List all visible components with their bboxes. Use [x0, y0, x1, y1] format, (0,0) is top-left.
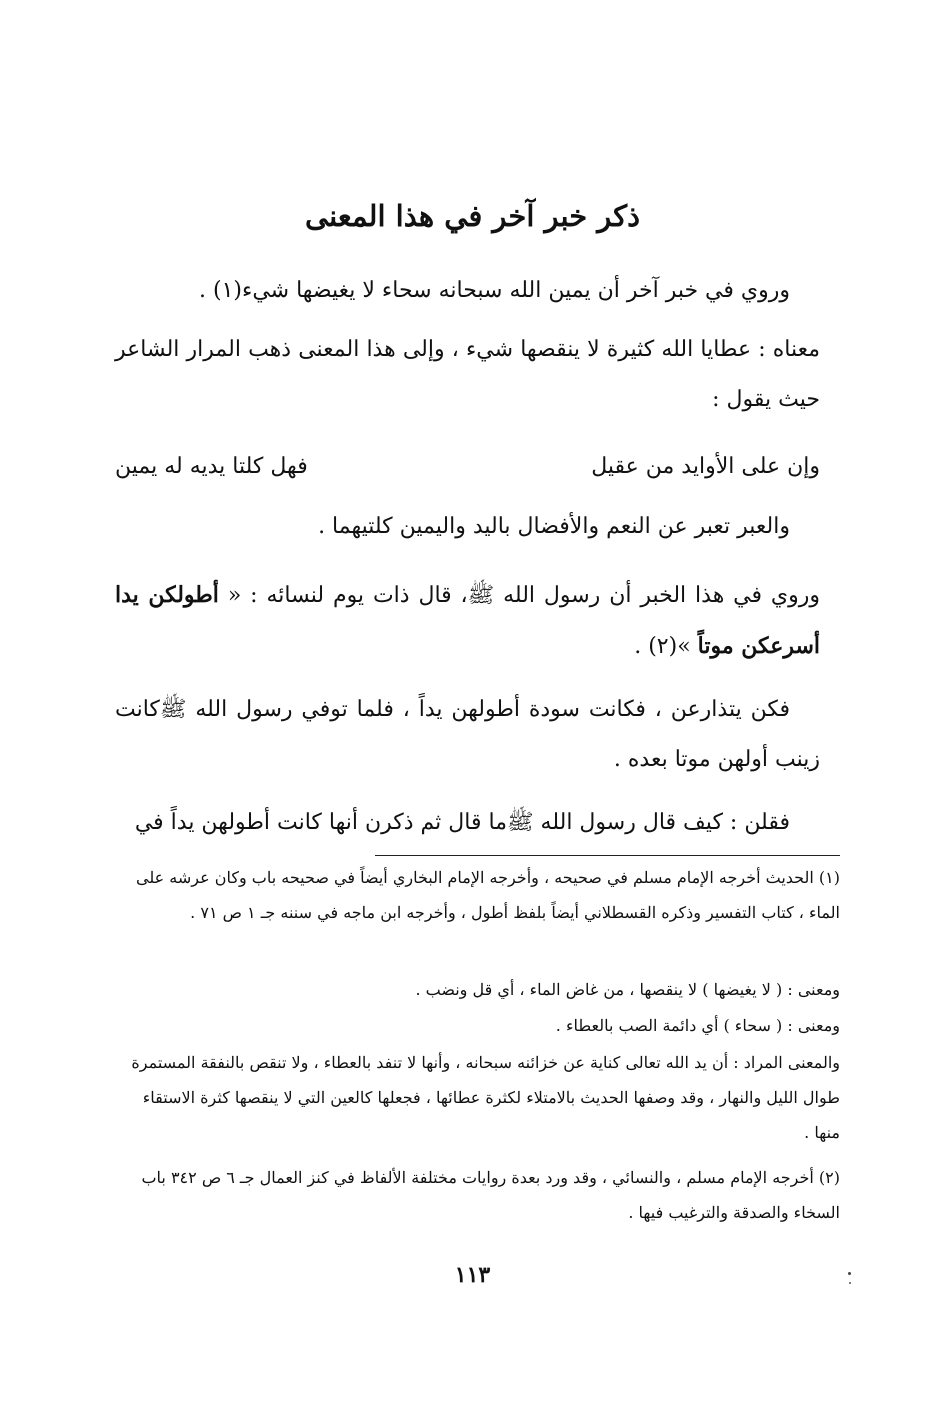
footnote-1-explanation: والمعنى المراد : أن يد الله تعالى كناية عن خزائنه سبحانه ، وأنها لا تنفد بالعطاء ، ولا تنقص بالنفقة المستمرة طوال الليل والنهار ، وقد وصفها الحديث بالامتلاء لكثرة عطائها ، فجعلها كالعين التي لا ينقصها كثرة الاستقاء منها .: [131, 1053, 840, 1142]
scan-speck: [849, 1282, 851, 1284]
footnote-1-gloss-a: ومعنى : ( لا يغيضها ) لا ينقصها ، من غاض الماء ، أي قل ونضب .: [415, 980, 840, 999]
footnote-1: (١) الحديث أخرجه الإمام مسلم في صحيحه ، وأخرجه الإمام البخاري أيضاً في صحيحه باب وكان عرشه على الماء ، كتاب التفسير وذكره القسطلاني أيضاً بلفظ أطول ، وأخرجه ابن ماجه في سننه جـ ١ ص ٧١ .: [136, 868, 840, 922]
poem-second-hemistich: فهل كلتا يديه له يمين: [115, 454, 308, 479]
hadith-quote: أطولكن يدا أسرعكن موتاً: [115, 582, 820, 659]
footnote-separator: [375, 855, 840, 856]
paragraph-4-text: وروي في هذا الخبر أن رسول الله ﷺ، قال ذات يوم لنسائه : «: [218, 583, 821, 608]
paragraph-5: فكن يتذارعن ، فكانت سودة أطولهن يداً ، فلما توفي رسول الله ﷺكانت زينب أولهن موتا بعده .: [115, 697, 820, 772]
poem-first-hemistich: وإن على الأوايد من عقيل: [591, 454, 820, 479]
paragraph-1: وروي في خبر آخر أن يمين الله سبحانه سحاء لا يغيضها شيء(١) .: [198, 278, 790, 303]
paragraph-3: والعبر تعبر عن النعم والأفضال باليد واليمين كلتيهما .: [318, 514, 790, 539]
footnote-1-gloss-b: ومعنى : ( سحاء ) أي دائمة الصب بالعطاء .: [555, 1016, 840, 1035]
page-number: ١١٣: [454, 1262, 491, 1288]
paragraph-4: [115, 570, 820, 672]
section-title: ذكر خبر آخر في هذا المعنى: [304, 199, 641, 233]
paragraph-6: فقلن : كيف قال رسول الله ﷺما قال ثم ذكرن أنها كانت أطولهن يداً في: [134, 810, 790, 835]
scan-speck: [848, 1272, 851, 1275]
paragraph-4-end: »(٢) .: [634, 634, 698, 659]
poem-verse: [115, 442, 820, 492]
paragraph-2: معناه : عطايا الله كثيرة لا ينقصها شيء ، وإلى هذا المعنى ذهب المرار الشاعر حيث يقول :: [115, 337, 820, 412]
footnote-2: (٢) أخرجه الإمام مسلم ، والنسائي ، وقد ورد بعدة روايات مختلفة الألفاظ في كنز العمال جـ ٦ ص ٣٤٢ باب السخاء والصدقة والترغيب فيها .: [141, 1168, 840, 1222]
